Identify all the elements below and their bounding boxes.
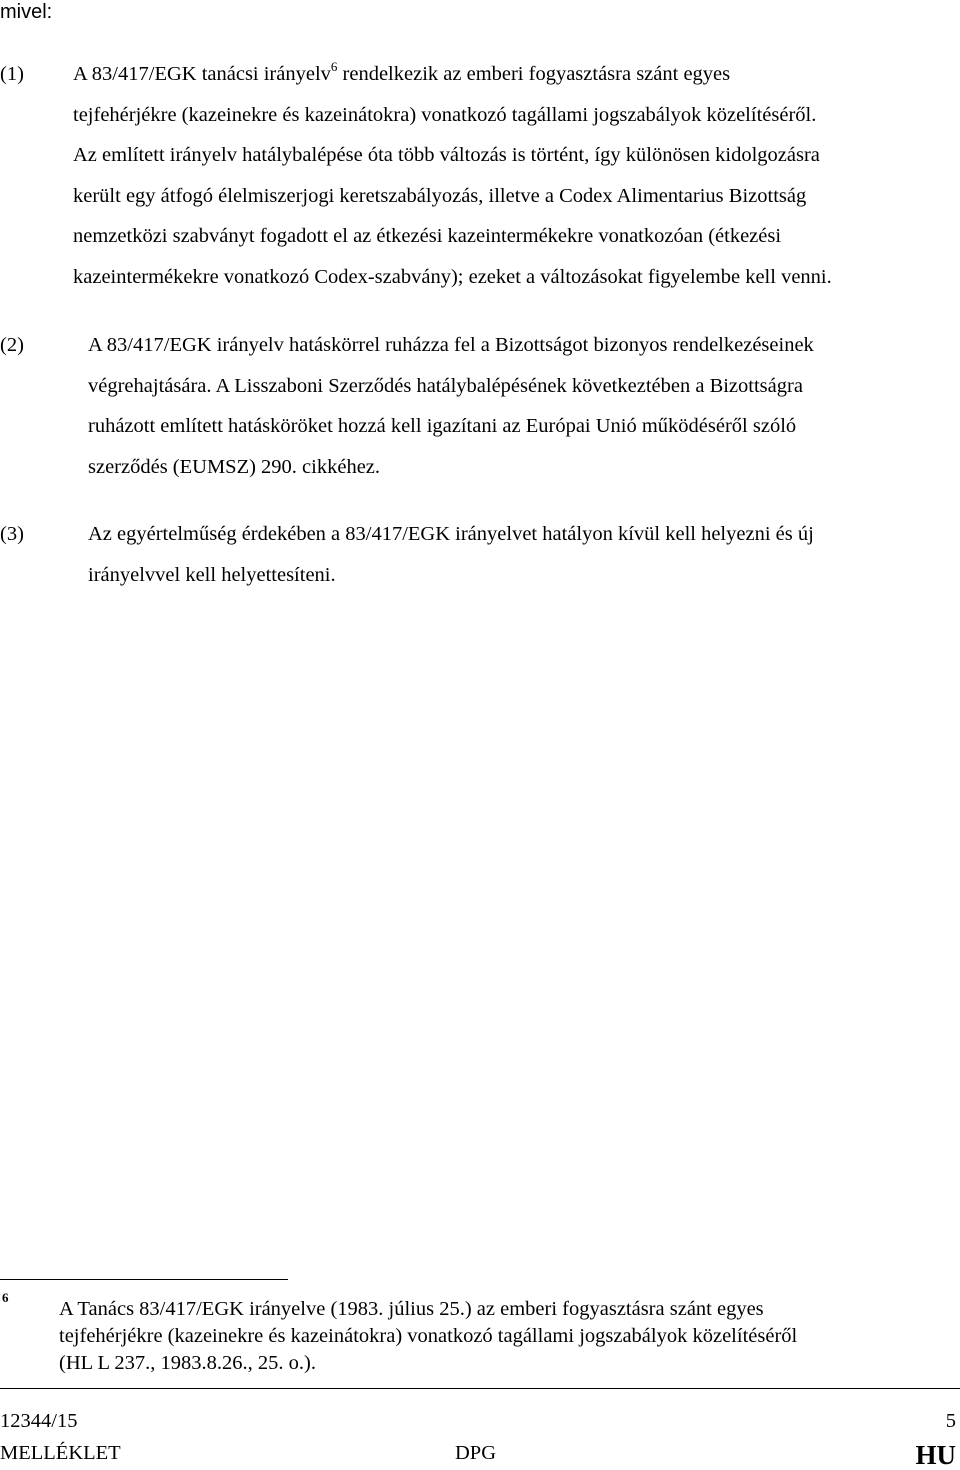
document-number: 12344/15 [0,1410,78,1432]
recital-body [88,325,814,487]
recital-number: (2) [0,334,24,356]
recital-line: került egy átfogó élelmiszerjogi keretszabályozás, illetve a Codex Alimentarius Bizottság [73,184,807,207]
recital-line: tejfehérjékre (kazeinekre és kazeinátokra) vonatkozó tagállami jogszabályok közelítéséről. [73,103,817,126]
recital-number: (1) [0,63,24,85]
dg-code: DPG [455,1442,497,1464]
footnote-line: (HL L 237., 1983.8.26., 25. o.). [59,1352,316,1374]
footnote-text [59,1296,797,1377]
recital-body [73,54,832,297]
footnote-mark: 6 [2,1290,9,1305]
page-number: 5 [945,1410,956,1432]
recital-number: (3) [0,523,24,545]
recital-line: Az egyértelműség érdekében a 83/417/EGK irányelvet hatályon kívül kell helyezni és új [88,523,814,545]
footer-separator [0,1388,960,1389]
recital-body [88,514,814,595]
footnote-reference[interactable]: 6 [330,59,338,74]
annex-label: MELLÉKLET [0,1442,121,1464]
recital-line: irányelvvel kell helyettesíteni. [88,563,336,586]
recital-line: A 83/417/EGK tanácsi irányelv$^6$ rendelkezik az emberi fogyasztásra szánt egyes [73,59,731,85]
language-code: HU [915,1440,956,1470]
recital-line: végrehajtására. A Lisszaboni Szerződés hatálybalépésének következtében a Bizottságra [88,374,803,397]
footnote-line: A Tanács 83/417/EGK irányelve (1983. július 25.) az emberi fogyasztásra szánt egyes [59,1298,764,1320]
intro-text: mivel: [0,1,53,23]
recital-line: kazeintermékekre vonatkozó Codex-szabvány); ezeket a változásokat figyelembe kell venni. [73,265,832,288]
recital-line: Az említett irányelv hatálybalépése óta több változás is történt, így különösen kidolgozásra [73,144,820,166]
recital-line: ruházott említett hatásköröket hozzá kell igazítani az Európai Unió működéséről szóló [88,415,797,437]
recital-line: A 83/417/EGK irányelv hatáskörrel ruházza fel a Bizottságot bizonyos rendelkezéseinek [88,334,814,356]
footnote-line: tejfehérjékre (kazeinekre és kazeinátokra) vonatkozó tagállami jogszabályok közelítéséről [59,1325,798,1347]
recital-line: szerződés (EUMSZ) 290. cikkéhez. [88,455,381,478]
recital-line: nemzetközi szabványt fogadott el az étkezési kazeintermékekre vonatkozóan (étkezési [73,225,782,247]
footnote-separator [0,1279,288,1280]
